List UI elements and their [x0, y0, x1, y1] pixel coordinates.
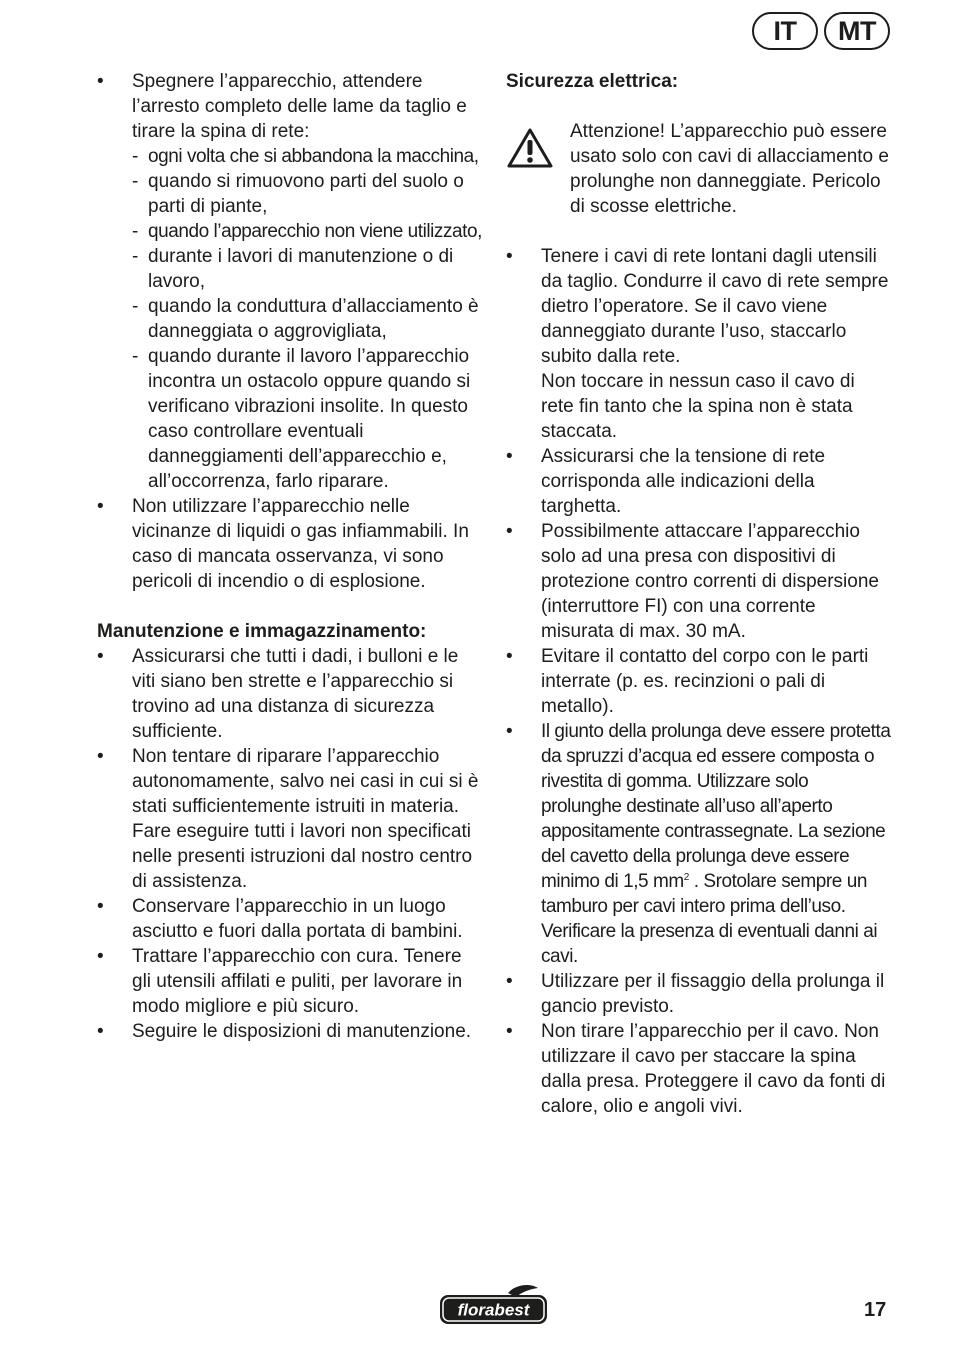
warning-text: Attenzione! L’apparecchio può essere usato solo con cavi di allacciamento e prolunghe non danneggiate. Pericolo di scosse elettriche. [570, 121, 889, 217]
bullet-mark: • [97, 1021, 104, 1042]
bullet-mark: • [97, 746, 104, 767]
list-item [506, 644, 892, 719]
bullet-mark: • [97, 896, 104, 917]
superscript: 2 [683, 872, 689, 883]
list-item-text: Seguire le disposizioni di manutenzione. [132, 1021, 472, 1042]
bullet-mark: • [506, 521, 513, 542]
list-item-text: Non tentare di riparare l’apparecchio autonomamente, salvo nei casi in cui si è stati sufficientemente istruiti in materia. Fare eseguire tutti i lavori non specificati nelle presenti istruzioni dal nostro centro di assistenza. [132, 746, 479, 892]
list-item-text: Non utilizzare l’apparecchio nelle vicinanze di liquidi o gas infiammabili. In caso di mancata osservanza, vi sono pericoli di incendio o di esplosione. [132, 496, 469, 592]
list-item-text: Non tirare l’apparecchio per il cavo. Non utilizzare il cavo per staccare la spina dalla presa. Proteggere il cavo da fonti di calore, olio e angoli vivi. [541, 1021, 886, 1117]
list-item-text: Spegnere l’apparecchio, attendere l’arresto completo delle lame da taglio e tirare la spina di rete: [132, 71, 467, 142]
right-column [506, 69, 892, 1119]
language-badges [752, 12, 890, 50]
bullet-mark: • [506, 971, 513, 992]
list-item [97, 894, 483, 944]
page-number: 17 [864, 1299, 887, 1321]
bullet-mark: • [506, 446, 513, 467]
list-item [97, 644, 483, 744]
sub-list-item [132, 244, 483, 294]
bullet-mark: • [97, 71, 104, 92]
lang-badge-mt: MT [824, 12, 890, 50]
sub-list-item [132, 294, 483, 344]
extension-text-part: Il giunto della prolunga deve essere protetta da spruzzi d’acqua ed essere composta o rivestita di gomma. Utilizzare solo prolunghe destinate all’uso all’aperto appositamente contrassegnate. La sezione del cavetto della prolunga deve essere minimo di 1,5 mm [541, 721, 891, 892]
bullet-mark: • [97, 946, 104, 967]
list-item [97, 944, 483, 1019]
list-item [506, 444, 892, 519]
bullet-mark: • [506, 646, 513, 667]
lang-badge-it: IT [752, 12, 818, 50]
sub-list-item-text: quando l’apparecchio non viene utilizzato, [148, 221, 482, 242]
list-item-text: Possibilmente attaccare l’apparecchio solo ad una presa con dispositivi di protezione contro correnti di dispersione (interruttore FI) con una corrente misurata di max. 30 mA. [541, 521, 879, 642]
bullet-mark: • [97, 496, 104, 517]
dash-mark: - [132, 346, 139, 367]
florabest-logo [438, 1283, 550, 1334]
list-item-text: Tenere i cavi di rete lontani dagli utensili da taglio. Condurre il cavo di rete sempre dietro l’operatore. Se il cavo viene danneggiato durante l’uso, staccarlo subito dalla rete. [541, 246, 889, 367]
list-item-text: Conservare l’apparecchio in un luogo asciutto e fuori dalla portata di bambini. [132, 896, 463, 942]
sub-list-item [132, 169, 483, 219]
list-item [97, 494, 483, 594]
sub-list-item-text: durante i lavori di manutenzione o di lavoro, [148, 246, 454, 292]
extension-text-part: . Srotolare sempre un tamburo per cavi intero prima dell’uso. Verificare la presenza di eventuali danni ai cavi. [541, 871, 878, 967]
bullet-mark: • [506, 1021, 513, 1042]
list-item-text: Utilizzare per il fissaggio della prolunga il gancio previsto. [541, 971, 885, 1017]
dash-mark: - [132, 221, 138, 242]
list-item-text: Assicurarsi che la tensione di rete corrisponda alle indicazioni della targhetta. [541, 446, 826, 517]
list-item-text: Trattare l’apparecchio con cura. Tenere gli utensili affilati e puliti, per lavorare in modo migliore e più sicuro. [132, 946, 463, 1017]
section-heading-electrical-safety: Sicurezza elettrica: [506, 71, 679, 92]
warning-triangle-icon [506, 127, 554, 169]
list-item [506, 719, 892, 969]
section-heading-maintenance: Manutenzione e immagazzinamento: [97, 621, 427, 642]
bullet-mark: • [506, 246, 513, 267]
logo-graphic [438, 1283, 550, 1327]
dash-mark: - [132, 171, 139, 192]
bullet-mark: • [97, 646, 104, 667]
warning-block [506, 119, 892, 219]
sub-list-item-text: quando la conduttura d’allacciamento è danneggiata o aggrovigliata, [148, 296, 479, 342]
sub-list-item-text: ogni volta che si abbandona la macchina, [148, 146, 479, 167]
dash-mark: - [132, 146, 138, 167]
list-item [506, 969, 892, 1019]
bullet-mark: • [506, 721, 513, 742]
sub-list-item [132, 344, 483, 494]
dash-mark: - [132, 296, 139, 317]
list-item [97, 744, 483, 894]
sub-list-item-text: quando si rimuovono parti del suolo o parti di piante, [148, 171, 464, 217]
list-item [506, 244, 892, 444]
list-item-text [541, 719, 892, 969]
dash-mark: - [132, 246, 139, 267]
list-item [97, 1019, 483, 1044]
left-column [97, 69, 483, 1044]
list-item-text: Assicurarsi che tutti i dadi, i bulloni e le viti siano ben strette e l’apparecchio si trovino ad una distanza di sicurezza sufficiente. [132, 646, 459, 742]
sub-list-item [132, 144, 483, 169]
list-item-text-extra: Non toccare in nessun caso il cavo di rete fin tanto che la spina non è stata staccata. [541, 371, 855, 442]
logo-text: florabest [457, 1300, 530, 1320]
list-item [506, 1019, 892, 1119]
list-item-text: Evitare il contatto del corpo con le parti interrate (p. es. recinzioni o pali di metallo). [541, 646, 869, 717]
sub-list-item [132, 219, 483, 244]
sub-list-item-text: quando durante il lavoro l’apparecchio incontra un ostacolo oppure quando si verificano vibrazioni insolite. In questo caso controllare eventuali danneggiamenti dell’apparecchio e, all’occorrenza, farlo riparare. [148, 346, 471, 492]
list-item [506, 519, 892, 644]
list-item [97, 69, 483, 494]
